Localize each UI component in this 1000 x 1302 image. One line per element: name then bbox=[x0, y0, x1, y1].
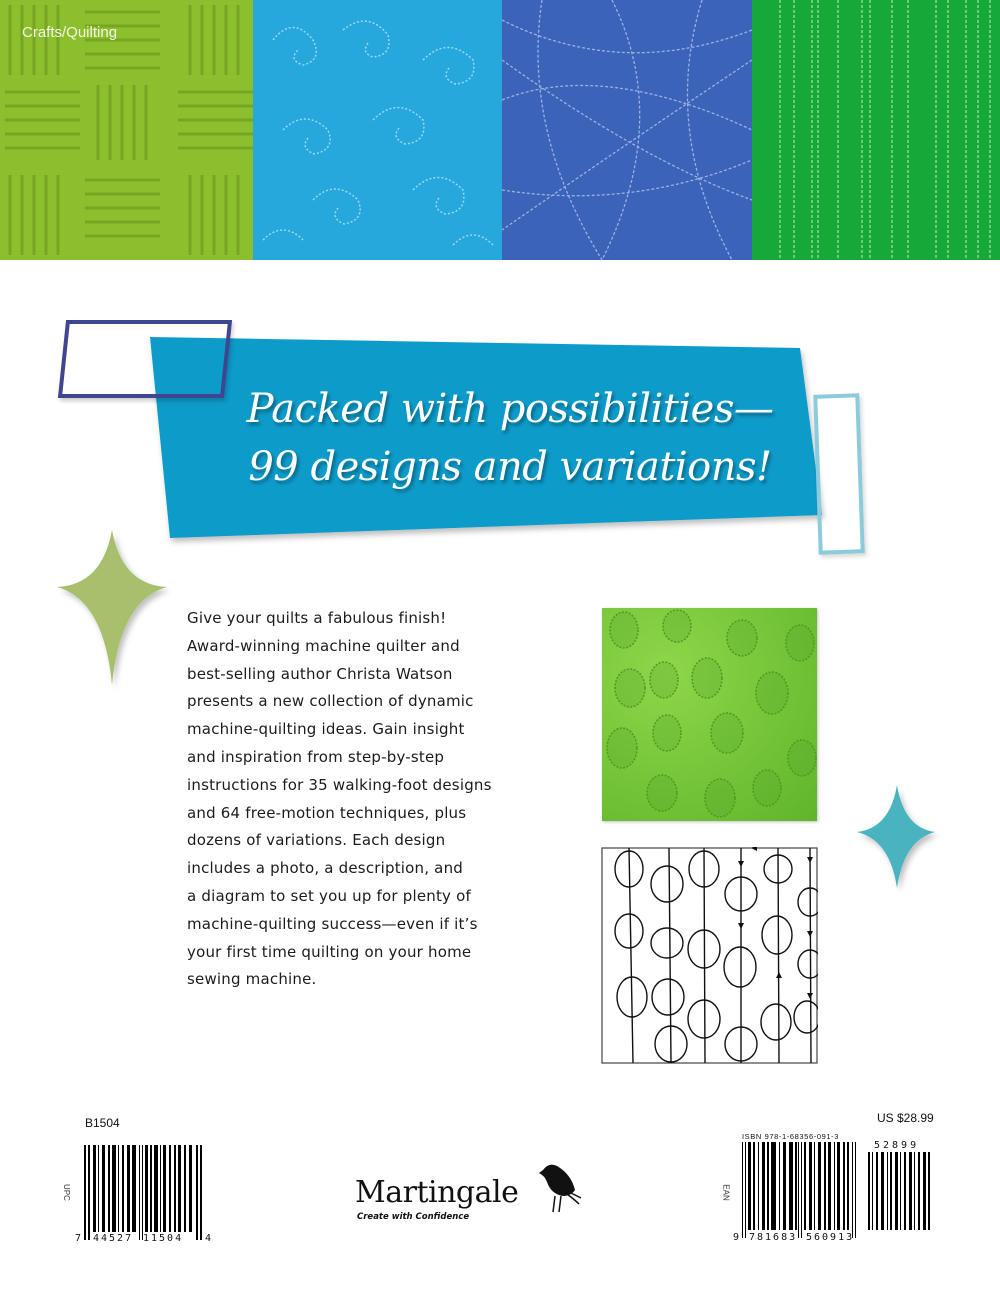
quilt-sample-photo bbox=[602, 608, 817, 821]
description-line: instructions for 35 walking-foot designs bbox=[187, 775, 492, 794]
description-line: Give your quilts a fabulous finish! bbox=[187, 609, 447, 627]
book-description bbox=[187, 605, 547, 994]
swatch-blue-swirls bbox=[253, 0, 502, 260]
description-line: Award-winning machine quilter and bbox=[187, 636, 460, 655]
description-line: best-selling author Christa Watson bbox=[187, 664, 453, 683]
stitch-diagram bbox=[601, 847, 818, 1064]
upc-digits-left: 44527 bbox=[93, 1233, 134, 1244]
swatch-green-basketweave bbox=[0, 0, 253, 260]
item-code: B1504 bbox=[85, 1116, 120, 1130]
upc-digits bbox=[75, 1233, 215, 1244]
ean-barcode bbox=[742, 1142, 952, 1238]
wavy-lines-pattern bbox=[502, 0, 752, 260]
stripe-pattern bbox=[752, 0, 1000, 260]
category-label: Crafts/Quilting bbox=[22, 24, 118, 41]
publisher-logo: Martingale bbox=[355, 1175, 519, 1210]
upc-digit-first: 7 bbox=[75, 1233, 82, 1244]
swatch-royal-blue-curves bbox=[502, 0, 752, 260]
upc-digit-last: 4 bbox=[205, 1233, 212, 1244]
ean-digits-right: 560913 bbox=[806, 1232, 855, 1243]
upc-label: UPC bbox=[61, 1184, 71, 1201]
ean-label: EAN bbox=[721, 1184, 731, 1201]
headline bbox=[200, 380, 820, 496]
description-line: and inspiration from step-by-step bbox=[187, 747, 445, 766]
description-line: includes a photo, a description, and bbox=[187, 859, 464, 878]
headline-line-1: Packed with possibilities— bbox=[246, 386, 774, 432]
publisher-tagline: Create with Confidence bbox=[357, 1212, 470, 1222]
ean-digit-first: 9 bbox=[733, 1232, 740, 1243]
upc-barcode bbox=[84, 1145, 204, 1240]
upc-digits-right: 11504 bbox=[143, 1233, 184, 1244]
isbn: ISBN 978-1-68356-091-3 bbox=[742, 1132, 840, 1141]
description-line: a diagram to set you up for plenty of bbox=[187, 886, 471, 905]
description-line: sewing machine. bbox=[187, 970, 317, 989]
ean-digits-left: 781683 bbox=[749, 1232, 798, 1243]
swirl-pattern bbox=[253, 0, 502, 260]
teal-sparkle-icon bbox=[852, 780, 942, 895]
description-line: presents a new collection of dynamic bbox=[187, 692, 474, 711]
swatch-green-stripes bbox=[752, 0, 1000, 260]
price: US $28.99 bbox=[877, 1111, 934, 1125]
description-line: dozens of variations. Each design bbox=[187, 831, 446, 850]
description-line: your first time quilting on your home bbox=[187, 942, 472, 961]
description-line: machine-quilting success—even if it’s bbox=[187, 914, 478, 933]
price-code: 52899 bbox=[874, 1140, 920, 1151]
description-line: and 64 free-motion techniques, plus bbox=[187, 803, 467, 822]
light-blue-outline-frame bbox=[813, 393, 865, 555]
ovals-stitch-pattern bbox=[602, 608, 817, 821]
ean-digits bbox=[733, 1232, 913, 1243]
headline-line-2: 99 designs and variations! bbox=[248, 444, 772, 490]
description-line: machine-quilting ideas. Gain insight bbox=[187, 720, 465, 739]
bird-logo-icon bbox=[535, 1160, 585, 1215]
